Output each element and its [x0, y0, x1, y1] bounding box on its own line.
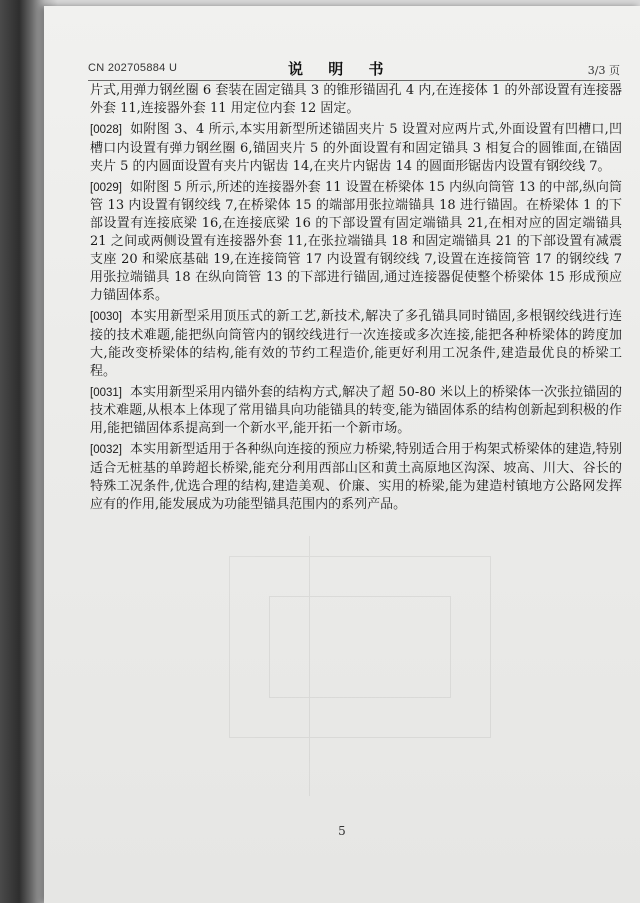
paragraph-number: [0031]: [90, 386, 122, 399]
paragraph-number: [0029]: [90, 181, 122, 194]
paragraph-text: 如附图 5 所示,所述的连接器外套 11 设置在桥梁体 15 内纵向筒管 13 的中部,纵向筒管 13 内设置有钢绞线 7,在桥梁体 15 的端部用张拉端锚具 18 进行锚固。在桥梁体 1 的下部设置有连接底梁 16,在连接底梁 16 的下部设置有固定端锚具 21,在相对应的固定端锚具 21 之间或两侧设置有连接器外套 11,在张拉端锚具 18 和固定端锚具 21 的下部设置有减震支座 20 和梁底基础 19,在连接筒管 17 内设置有钢绞线 7,设置在连接筒管 17 的钢绞线 7 用张拉端锚具 18 在纵向筒管 13 的下部进行锚固,通过连接器促使整个桥梁体 15 形成预应力锚固体系。: [90, 179, 622, 303]
paragraph-text: 片式,用弹力钢丝圈 6 套装在固定锚具 3 的锥形锚固孔 4 内,在连接体 1 的外部设置有连接器外套 11,连接器外套 11 用定位内套 12 固定。: [90, 83, 622, 116]
paragraph-0029: [90, 179, 622, 305]
paragraph-text: 本实用新型采用内锚外套的结构方式,解决了超 50-80 米以上的桥梁体一次张拉锚固的技术难题,从根本上体现了常用锚具向功能锚具的转变,能为锚固体系的结构创新起到积极的作用,能把锚固体系提高到一个新水平,能开拓一个新市场。: [90, 384, 622, 437]
paragraph-number: [0030]: [90, 310, 122, 323]
paragraph-number: [0032]: [90, 444, 122, 457]
paragraph-0031: [90, 384, 622, 439]
page-number: 5: [338, 824, 346, 838]
page-header: [88, 60, 620, 81]
paragraph-continued: [90, 82, 622, 118]
paragraph-text: 如附图 3、4 所示,本实用新型所述锚固夹片 5 设置对应两片式,外面设置有凹槽口,凹槽口内设置有弹力钢丝圈 6,锚固夹片 5 的外面设置有和固定锚具 3 相复合的圆锥面,在锚固夹片 5 的内圆面设置有夹片内锯齿 14,在夹片内锯齿 14 的圆面形锯齿内设置有钢绞线 7。: [90, 121, 622, 174]
document-body: [90, 82, 622, 517]
document-page: [44, 6, 640, 903]
paragraph-0032: [90, 441, 622, 514]
paragraph-0030: [90, 308, 622, 381]
paragraph-text: 本实用新型采用顶压式的新工艺,新技术,解决了多孔锚具同时锚固,多根钢绞线进行连接的技术难题,能把纵向筒管内的钢绞线进行一次连接或多次连接,能把各种桥梁体的跨度加大,能改变桥梁体的结构,能有效的节约工程造价,能更好利用工况条件,建造最优良的桥梁工程。: [90, 308, 622, 379]
page-fraction: 3/3 页: [587, 64, 620, 77]
paragraph-0028: [90, 121, 622, 176]
page-title: 说 明 书: [288, 60, 394, 78]
paragraph-text: 本实用新型适用于各种纵向连接的预应力桥梁,特别适合用于构架式桥梁体的建造,特别适合无桩基的单跨超长桥梁,能充分利用西部山区和黄土高原地区沟深、坡高、川大、谷长的特殊工况条件,优选合理的结构,建造美观、价廉、实用的桥梁,能为建造村镇地方公路网发挥应有的作用,能发展成为功能型锚具范围内的系列产品。: [90, 442, 622, 512]
patent-number: CN 202705884 U: [88, 62, 178, 74]
show-through-drawing: [209, 526, 519, 826]
paragraph-number: [0028]: [90, 123, 122, 136]
